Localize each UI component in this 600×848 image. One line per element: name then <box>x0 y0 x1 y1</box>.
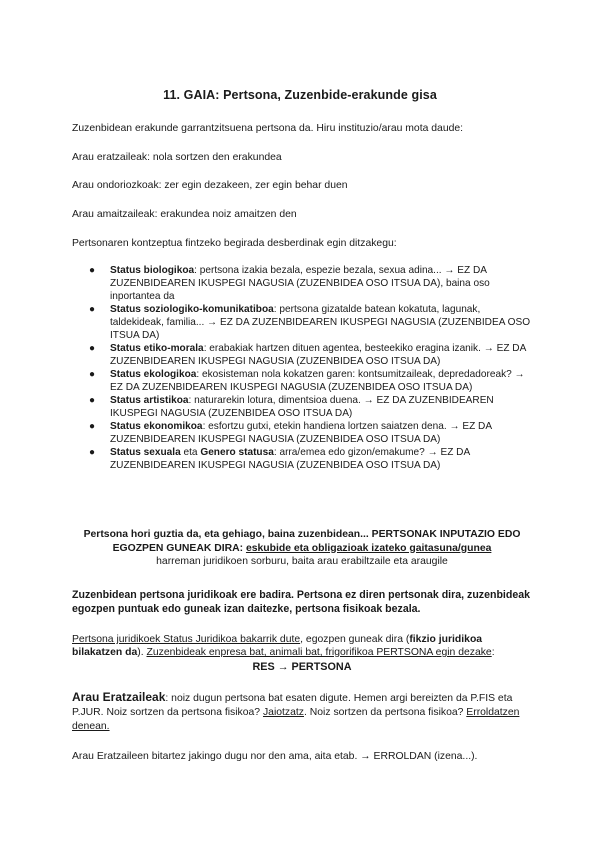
bullet-icon: ● <box>89 447 96 458</box>
bullet-icon: ● <box>89 265 96 276</box>
bullet-icon: ● <box>89 421 96 432</box>
inputazio-paragraph: Pertsona hori guztia da, eta gehiago, baina zuzenbidean... PERTSONAK INPUTAZIO EDO EGOZPEN GUNEAK DIRA: eskubide eta obligazioak izateko gaitasuna/gunea harreman juridikoen sorburu, baita arau erabiltzaile eta araugile <box>83 529 521 567</box>
fikzio-paragraph: Pertsona juridikoek Status Juridikoa bakarrik dute, egozpen guneak dira (fikzio juridikoa bilakatzen da). Zuzenbideak enpresa bat, animali bat, frigorifikoa PERTSONA egin dezake: <box>72 634 495 658</box>
bullet-icon: ● <box>89 369 96 380</box>
list-item: ● Status ekologikoa: ekosisteman nola kokatzen garen: kontsumitzaileak, depredadoreak? → EZ DA ZUZENBIDEAREN IKUSPEGI NAGUSIA (ZUZENBIDEA OSO ITSUA DA) <box>89 369 525 393</box>
page-title: 11. GAIA: Pertsona, Zuzenbide-erakunde gisa <box>163 88 437 102</box>
begirada-paragraph: Pertsonaren kontzeptua fintzeko begirada desberdinak egin ditzakegu: <box>72 238 397 249</box>
list-item: ● Status ekonomikoa: esfortzu gutxi, etekin handiena lortzen saiatzen dena. → EZ DA ZUZENBIDEAREN IKUSPEGI NAGUSIA (ZUZENBIDEA OSO ITSUA DA) <box>89 421 492 445</box>
list-item: ● Status artistikoa: naturarekin lotura, dimentsioa duena. → EZ DA ZUZENBIDEAREN IKUSPEGI NAGUSIA (ZUZENBIDEA OSO ITSUA DA) <box>89 395 494 419</box>
arau-amaitzaileak-line: Arau amaitzaileak: erakundea noiz amaitzen den <box>72 209 297 220</box>
juridikoak-paragraph: Zuzenbidean pertsona juridikoak ere badira. Pertsona ez diren pertsonak dira, zuzenbideak egozpen puntuak edo guneak izan daitezke, pertsona fisikoak bezala. <box>72 589 531 615</box>
erroldan-paragraph: Arau Eratzaileen bitartez jakingo dugu nor den ama, aita etab. → ERROLDAN (izena...). <box>72 751 478 762</box>
list-item: ● Status soziologiko-komunikatiboa: pertsona gizatalde batean kokatuta, lagunak, taldekideak, familia... → EZ DA ZUZENBIDEAREN IKUSPEGI NAGUSIA (ZUZENBIDEA OSO ITSUA DA) <box>89 304 531 341</box>
bullet-icon: ● <box>89 304 96 315</box>
arau-ondoriozkoak-line: Arau ondoriozkoak: zer egin dezakeen, zer egin behar duen <box>72 180 348 191</box>
bullet-icon: ● <box>89 395 96 406</box>
bullet-icon: ● <box>89 343 96 354</box>
list-item: ● Status biologikoa: pertsona izakia bezala, espezie bezala, sexua adina... → EZ DA ZUZENBIDEAREN IKUSPEGI NAGUSIA (ZUZENBIDEA OSO ITSUA DA), baina oso inportantea da <box>89 265 490 302</box>
list-item: ● Status etiko-morala: erabakiak hartzen dituen agentea, besteekiko eragina izanik. → EZ DA ZUZENBIDEAREN IKUSPEGI NAGUSIA (ZUZENBIDEA OSO ITSUA DA) <box>89 343 526 367</box>
status-list <box>72 264 532 472</box>
res-pertsona-line: RES → PERTSONA <box>252 661 352 673</box>
list-item: ● Status sexuala eta Genero statusa: arra/emea edo gizon/emakume? → EZ DA ZUZENBIDEAREN IKUSPEGI NAGUSIA (ZUZENBIDEA OSO ITSUA DA) <box>89 447 470 471</box>
arau-eratzaileak-paragraph: Arau Eratzaileak: noiz dugun pertsona bat esaten digute. Hemen argi bereizten da P.FIS eta P.JUR. Noiz sortzen da pertsona fisikoa? Jaiotzatz. Noiz sortzen da pertsona fisikoa? Erroldatzen denean. <box>72 690 520 732</box>
intro-paragraph: Zuzenbidean erakunde garrantzitsuena pertsona da. Hiru instituzio/arau mota daude: <box>72 123 464 134</box>
arau-eratzaileak-line: Arau eratzaileak: nola sortzen den erakundea <box>72 152 282 163</box>
